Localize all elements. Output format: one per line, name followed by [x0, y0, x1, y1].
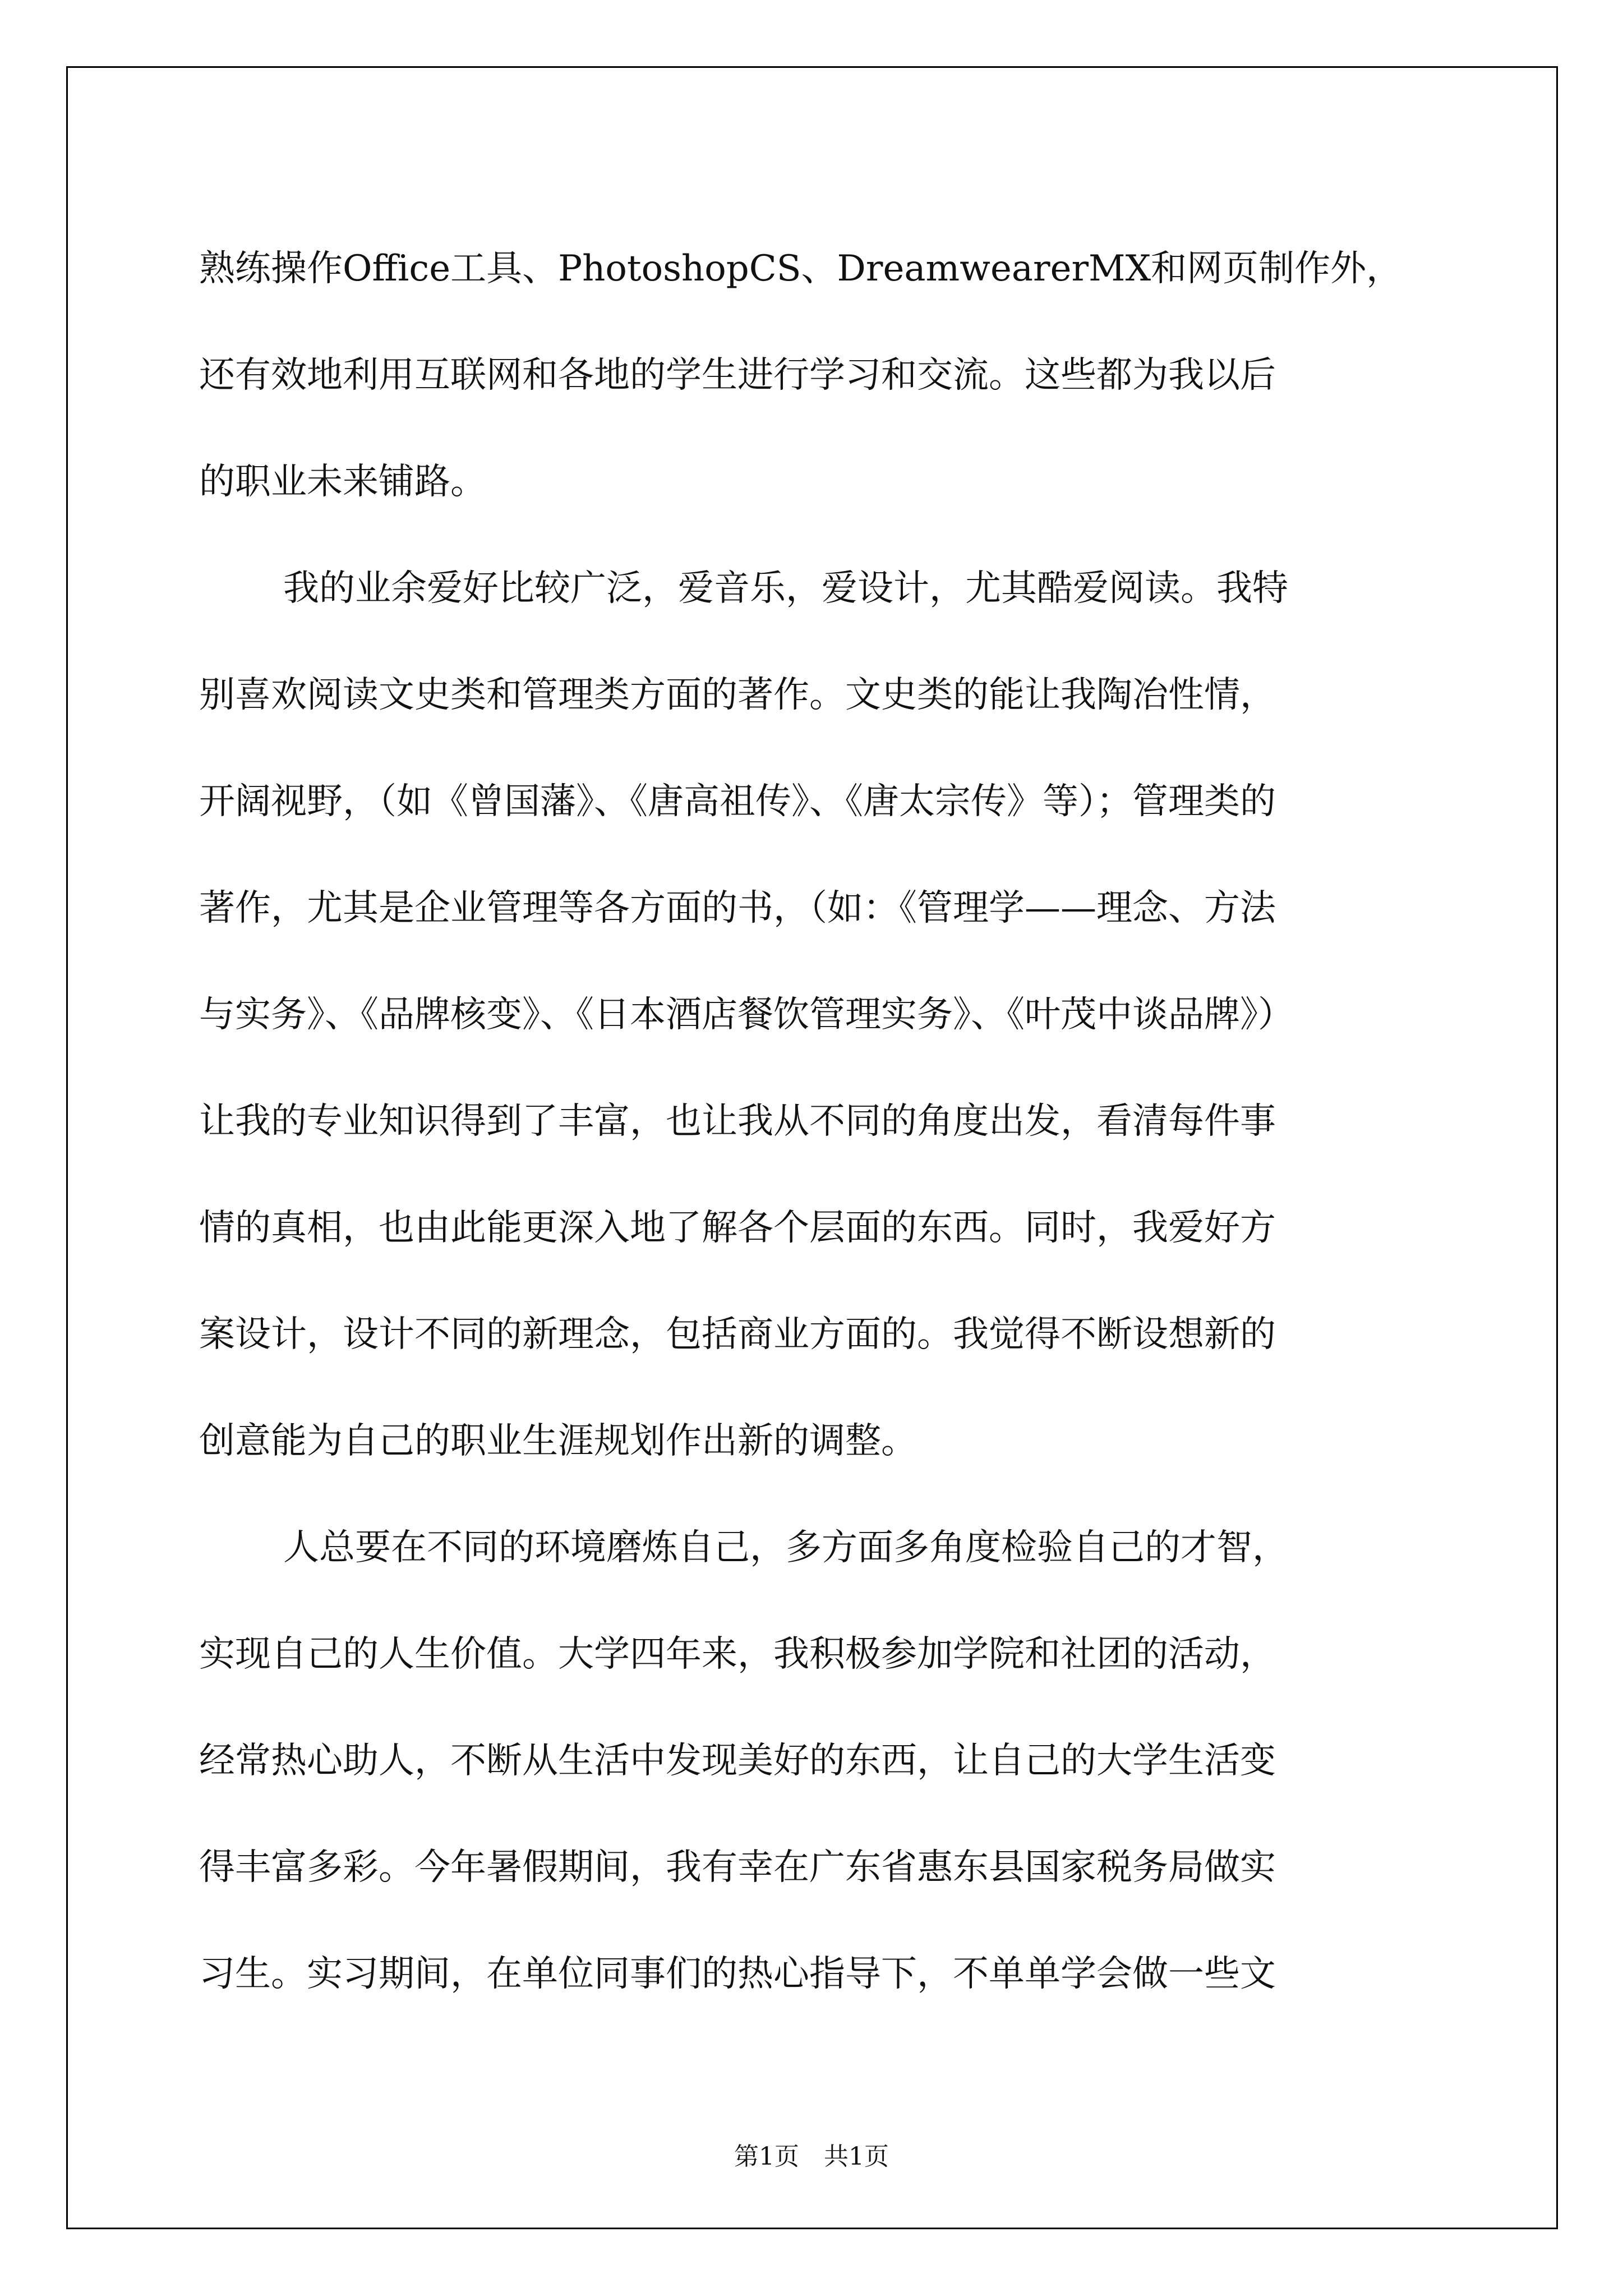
text-line: 情的真相，也由此能更深入地了解各个层面的东西。同时，我爱好方	[199, 1207, 1276, 1249]
paragraph-first-line: 我的业余爱好比较广泛，爱音乐，爱设计，尤其酷爱阅读。我特	[283, 568, 1288, 609]
text-line: 案设计，设计不同的新理念，包括商业方面的。我觉得不断设想新的	[199, 1314, 1276, 1355]
text-line: 经常热心助人，不断从生活中发现美好的东西，让自己的大学生活变	[199, 1740, 1276, 1782]
text-line: 著作，尤其是企业管理等各方面的书，（如：《管理学——理念、方法	[199, 887, 1276, 929]
page-number-footer: 第1页 共1页	[734, 2142, 889, 2171]
text-line: 实现自己的人生价值。大学四年来，我积极参加学院和社团的活动，	[199, 1634, 1276, 1675]
text-line: 习生。实习期间，在单位同事们的热心指导下，不单单学会做一些文	[199, 1953, 1276, 1995]
text-line: 还有效地利用互联网和各地的学生进行学习和交流。这些都为我以后	[199, 355, 1276, 396]
text-line: 开阔视野，（如《曾国藩》、《唐高祖传》、《唐太宗传》等）；管理类的	[199, 781, 1276, 822]
text-line: 创意能为自己的职业生涯规划作出新的调整。	[199, 1420, 917, 1462]
document-body	[199, 215, 1433, 2027]
text-line: 熟练操作Office工具、PhotoshopCS、DreamwearerMX和网页制作外，	[199, 248, 1403, 289]
text-line: 别喜欢阅读文史类和管理类方面的著作。文史类的能让我陶冶性情，	[199, 674, 1276, 716]
text-line: 的职业未来铺路。	[199, 461, 486, 503]
text-line: 得丰富多彩。今年暑假期间，我有幸在广东省惠东县国家税务局做实	[199, 1847, 1276, 1888]
paragraph-first-line: 人总要在不同的环境磨炼自己，多方面多角度检验自己的才智，	[283, 1527, 1288, 1568]
text-line: 与实务》、《品牌核变》、《日本酒店餐饮管理实务》、《叶茂中谈品牌》）	[199, 994, 1294, 1036]
text-line: 让我的专业知识得到了丰富，也让我从不同的角度出发，看清每件事	[199, 1101, 1276, 1142]
